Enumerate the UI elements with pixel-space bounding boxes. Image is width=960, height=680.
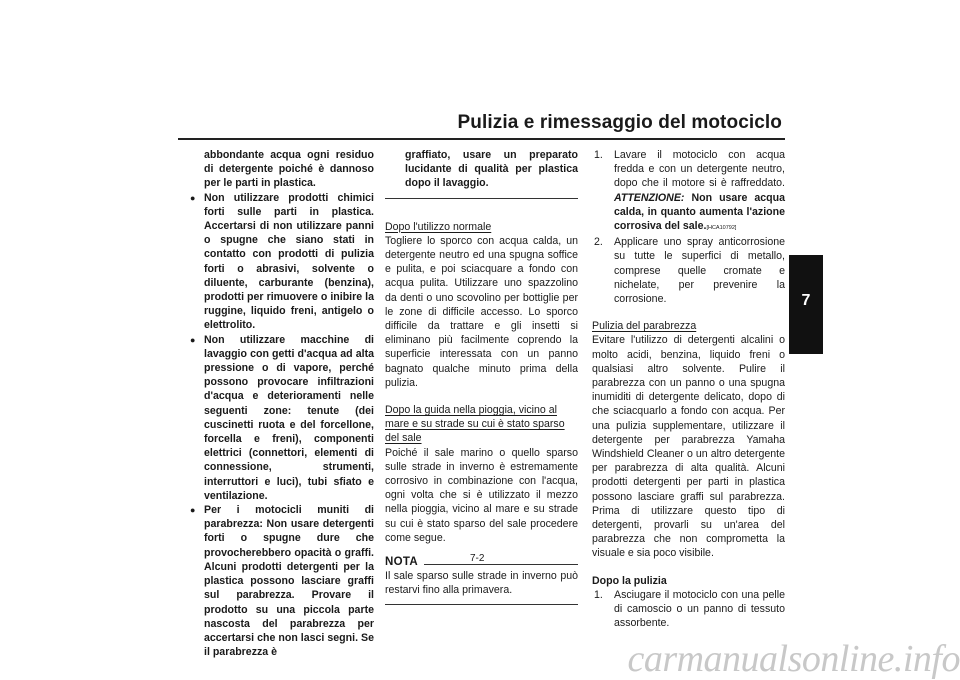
- section-heading: Pulizia del parabrezza: [592, 320, 697, 333]
- column-right: [592, 148, 785, 631]
- bullet-icon: ●: [190, 192, 196, 203]
- step-text: Asciugare il motociclo con una pelle di camoscio o un panno di tessuto assorbente.: [614, 588, 785, 630]
- page-title: Pulizia e rimessaggio del motociclo: [457, 112, 782, 133]
- bullet-icon: ●: [190, 334, 196, 345]
- step-number: 2.: [594, 236, 603, 249]
- bullet-icon: ●: [190, 505, 196, 516]
- column-left: [190, 148, 374, 659]
- warning-text: Non usare acqua calda, in quanto aumenta l'azione corrosiva del sale.: [614, 191, 785, 233]
- list-item: [592, 148, 785, 235]
- list-item: [592, 588, 785, 631]
- paragraph: Evitare l'utilizzo di detergenti alcalini o molto acidi, benzina, liquido freni o qualsiasi altro solvente. Pulire il parabrezza con un panno o una spugna inumiditi di detergente delicato, dopo di che sciacquarlo a fondo con acqua. Per una pulizia supplementare, utilizzare il detergente per parabrezza Yamaha Windshield Cleaner o un altro detergente per parabrezza di alta qualità. Alcuni prodotti detergenti per parti in plastica possono lasciare graffi sul parabrezza. Prima di utilizzare questo tipo di detergenti, provarli su un'area del parabrezza che non comprometta la visuale e sia poco visibile.: [592, 334, 785, 560]
- bullet-item: [190, 191, 374, 333]
- paragraph: Poiché il sale marino o quello sparso sulle strade in inverno è estremamente corrosivo in combinazione con l'acqua, ogni volta che si è utilizzato il mezzo nella pioggia, vicino al mare e su strade su cui è stato sparso del sale procedere come segue.: [385, 446, 578, 544]
- paragraph: Togliere lo sporco con acqua calda, un detergente neutro ed una spugna soffice e pulita, e poi sciacquare a fondo con acqua pulita. Utilizzare uno spazzolino da denti o uno scovolino per bottiglie per le zone di difficile accesso. Lo sporco difficile da trattare e gli insetti si eliminano più facilmente coprendo la superficie interessata con un panno bagnato qualche minuto prima della pulizia.: [385, 234, 578, 389]
- chapter-tab: 7: [789, 255, 823, 354]
- step-text: Lavare il motociclo con acqua fredda e con un detergente neutro, dopo che il motore si è raffreddato.: [614, 149, 785, 190]
- bullet-item: [190, 503, 374, 659]
- continued-text: abbondante acqua ogni residuo di detergente poiché è dannoso per le parti in plastica.: [204, 149, 374, 190]
- column-middle: [385, 148, 578, 613]
- step-number: 1.: [594, 588, 603, 601]
- title-rule: [178, 138, 785, 140]
- bullet-text: Non utilizzare prodotti chimici forti sulle parti in plastica. Accertarsi di non utilizzare panni o spugne che siano stati in contatto con prodotti di pulizia forti o abrasivi, solvente o diluente, carburante (benzina), prodotti per rimuovere o inibire la ruggine, liquido freni, antigelo o elettrolito.: [204, 191, 374, 332]
- step-number: 1.: [594, 149, 603, 161]
- section-heading: Dopo la pulizia: [592, 574, 667, 587]
- warning-label: ATTENZIONE:: [614, 191, 685, 204]
- step-text: Applicare uno spray anticorrosione su tutte le superfici di metallo, comprese quelle cromate e nichelate, per prevenire la corrosione.: [614, 236, 785, 306]
- note-rule: [424, 564, 578, 565]
- bullet-item: [190, 333, 374, 503]
- bullet-text: Per i motocicli muniti di parabrezza: Non usare detergenti forti o spugne dure che provocherebbero opacità o graffi. Alcuni prodotti detergenti per la plastica possono lasciare graffi sul parabrezza. Provare il prodotto su una piccola parte nascosta del parabrezza per accertarsi che non lasci segni. Se il parabrezza è: [204, 504, 374, 659]
- section-heading: Dopo l'utilizzo normale: [385, 220, 492, 233]
- bullet-text: Non utilizzare macchine di lavaggio con getti d'acqua ad alta pressione o di vapore, perché possono provocare infiltrazioni d'acqua e deterioramenti nelle seguenti zone: tenute (dei cuscinetti ruota e del forcellone, forcella e freni), componenti elettrici (connettori, elementi di connessione, strumenti, interruttori e luci), tubi sfiato e ventilazione.: [204, 333, 374, 502]
- reference-code: [HCA10792]: [706, 225, 737, 232]
- separator-rule: [385, 198, 578, 199]
- note-label: NOTA: [385, 556, 418, 569]
- section-heading: Dopo la guida nella pioggia, vicino al mare e su strade su cui è stato sparso del sale: [385, 404, 565, 445]
- note-text: Il sale sparso sulle strade in inverno può restarvi fino alla primavera.: [385, 570, 578, 597]
- page-number: 7-2: [470, 553, 485, 564]
- continued-text: graffiato, usare un preparato lucidante di qualità per plastica dopo il lavaggio.: [405, 149, 578, 190]
- list-item: [592, 235, 785, 306]
- watermark: carmanualsonline.info: [627, 638, 960, 680]
- note-end-rule: [385, 604, 578, 605]
